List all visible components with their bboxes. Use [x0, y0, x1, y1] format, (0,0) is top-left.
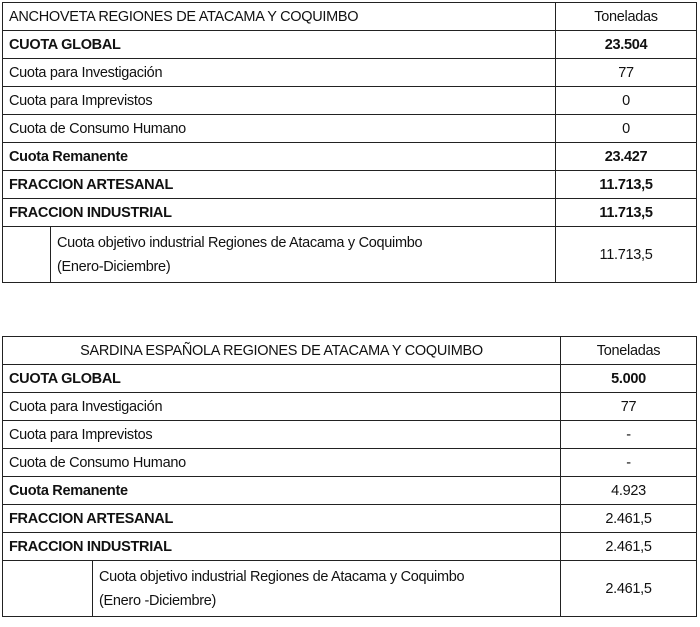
row-label: FRACCION INDUSTRIAL: [3, 199, 556, 227]
sub-row-value: 11.713,5: [556, 227, 697, 283]
table-row: [3, 421, 697, 449]
row-label: Cuota Remanente: [3, 477, 561, 505]
row-label: Cuota para Investigación: [3, 59, 556, 87]
row-value: 2.461,5: [561, 505, 697, 533]
row-value: 0: [556, 87, 697, 115]
row-value: -: [561, 449, 697, 477]
table-row: [3, 171, 697, 199]
row-label: Cuota Remanente: [3, 143, 556, 171]
row-label: CUOTA GLOBAL: [3, 365, 561, 393]
table-row: [3, 199, 697, 227]
table-header-row: [3, 3, 697, 31]
row-value: 23.427: [556, 143, 697, 171]
table-title: SARDINA ESPAÑOLA REGIONES DE ATACAMA Y COQUIMBO: [3, 337, 561, 365]
table-row: [3, 143, 697, 171]
indent-cell: [3, 227, 51, 283]
row-label: Cuota de Consumo Humano: [3, 449, 561, 477]
row-value: 5.000: [561, 365, 697, 393]
table-row: [3, 87, 697, 115]
table-row: [3, 533, 697, 561]
sub-row-label-line1: Cuota objetivo industrial Regiones de Atacama y Coquimbo: [57, 234, 423, 251]
sub-row-label: [51, 227, 556, 283]
row-value: -: [561, 421, 697, 449]
sub-row-label: [93, 561, 561, 617]
row-value: 77: [556, 59, 697, 87]
table-row: [3, 449, 697, 477]
sub-row-value: 2.461,5: [561, 561, 697, 617]
row-label: Cuota de Consumo Humano: [3, 115, 556, 143]
sub-row-label-line1: Cuota objetivo industrial Regiones de Atacama y Coquimbo: [99, 568, 465, 585]
row-label: FRACCION ARTESANAL: [3, 505, 561, 533]
row-label: FRACCION ARTESANAL: [3, 171, 556, 199]
table-row: [3, 31, 697, 59]
table-header-row: [3, 337, 697, 365]
row-value: 11.713,5: [556, 171, 697, 199]
sub-row-label-line2: (Enero-Diciembre): [57, 258, 171, 275]
table-row: [3, 59, 697, 87]
indent-cell: [3, 561, 93, 617]
sub-row: [3, 561, 697, 617]
table-row: [3, 477, 697, 505]
sardina-quota-table: [2, 336, 697, 617]
row-value: 0: [556, 115, 697, 143]
sub-row: [3, 227, 697, 283]
row-label: Cuota para Imprevistos: [3, 421, 561, 449]
row-value: 11.713,5: [556, 199, 697, 227]
row-label: CUOTA GLOBAL: [3, 31, 556, 59]
unit-header: Toneladas: [556, 3, 697, 31]
row-label: FRACCION INDUSTRIAL: [3, 533, 561, 561]
row-value: 23.504: [556, 31, 697, 59]
anchoveta-quota-table: [2, 2, 697, 283]
row-value: 4.923: [561, 477, 697, 505]
table-row: [3, 365, 697, 393]
row-label: Cuota para Imprevistos: [3, 87, 556, 115]
table-row: [3, 115, 697, 143]
row-value: 2.461,5: [561, 533, 697, 561]
row-label: Cuota para Investigación: [3, 393, 561, 421]
row-value: 77: [561, 393, 697, 421]
table-row: [3, 393, 697, 421]
table-title: ANCHOVETA REGIONES DE ATACAMA Y COQUIMBO: [3, 3, 556, 31]
sub-row-label-line2: (Enero -Diciembre): [99, 592, 217, 609]
table-row: [3, 505, 697, 533]
unit-header: Toneladas: [561, 337, 697, 365]
